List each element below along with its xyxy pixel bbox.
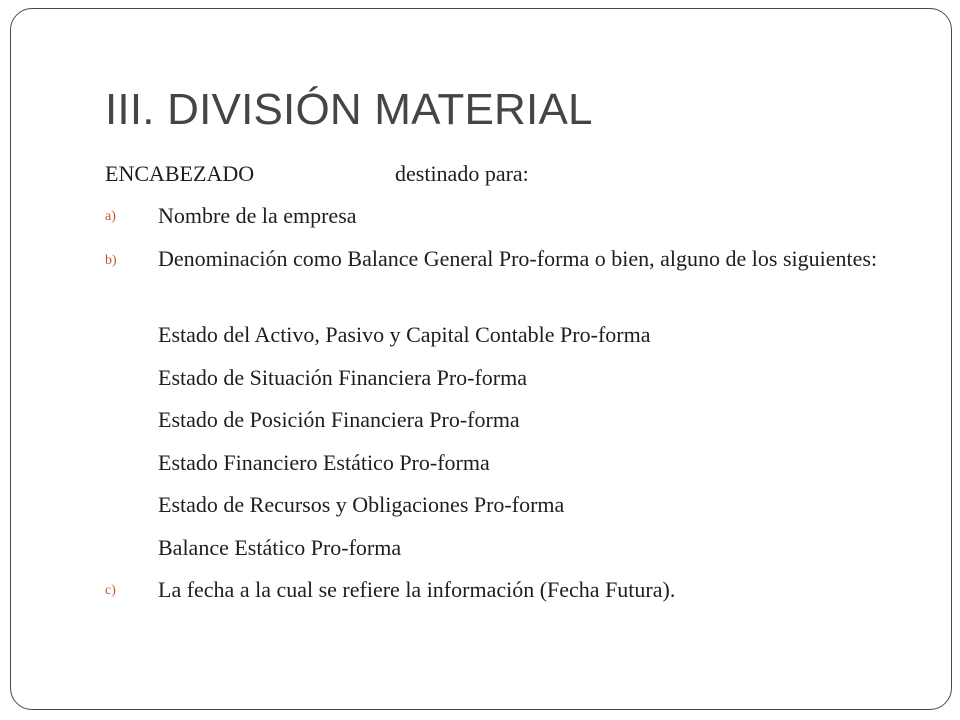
list-marker-b: b): [105, 253, 117, 268]
header-label: ENCABEZADO: [105, 161, 255, 186]
list-marker-c: c): [105, 583, 116, 598]
list-marker-a: a): [105, 209, 116, 224]
list-item-c: La fecha a la cual se refiere la información (Fecha Futura).: [158, 577, 676, 602]
sub-item: Estado de Situación Financiera Pro-forma: [158, 365, 528, 390]
list-item-a: Nombre de la empresa: [158, 203, 357, 228]
sub-item: Balance Estático Pro-forma: [158, 535, 402, 560]
sub-item: Estado de Recursos y Obligaciones Pro-forma: [158, 492, 565, 517]
header-text: destinado para:: [395, 161, 529, 186]
sub-item: Estado del Activo, Pasivo y Capital Contable Pro-forma: [158, 322, 651, 347]
sub-item: Estado de Posición Financiera Pro-forma: [158, 407, 520, 432]
slide-title: III. DIVISIÓN MATERIAL: [105, 85, 593, 134]
list-item-b: Denominación como Balance General Pro-forma o bien, alguno de los siguientes:: [158, 246, 878, 271]
sub-item: Estado Financiero Estático Pro-forma: [158, 450, 490, 475]
